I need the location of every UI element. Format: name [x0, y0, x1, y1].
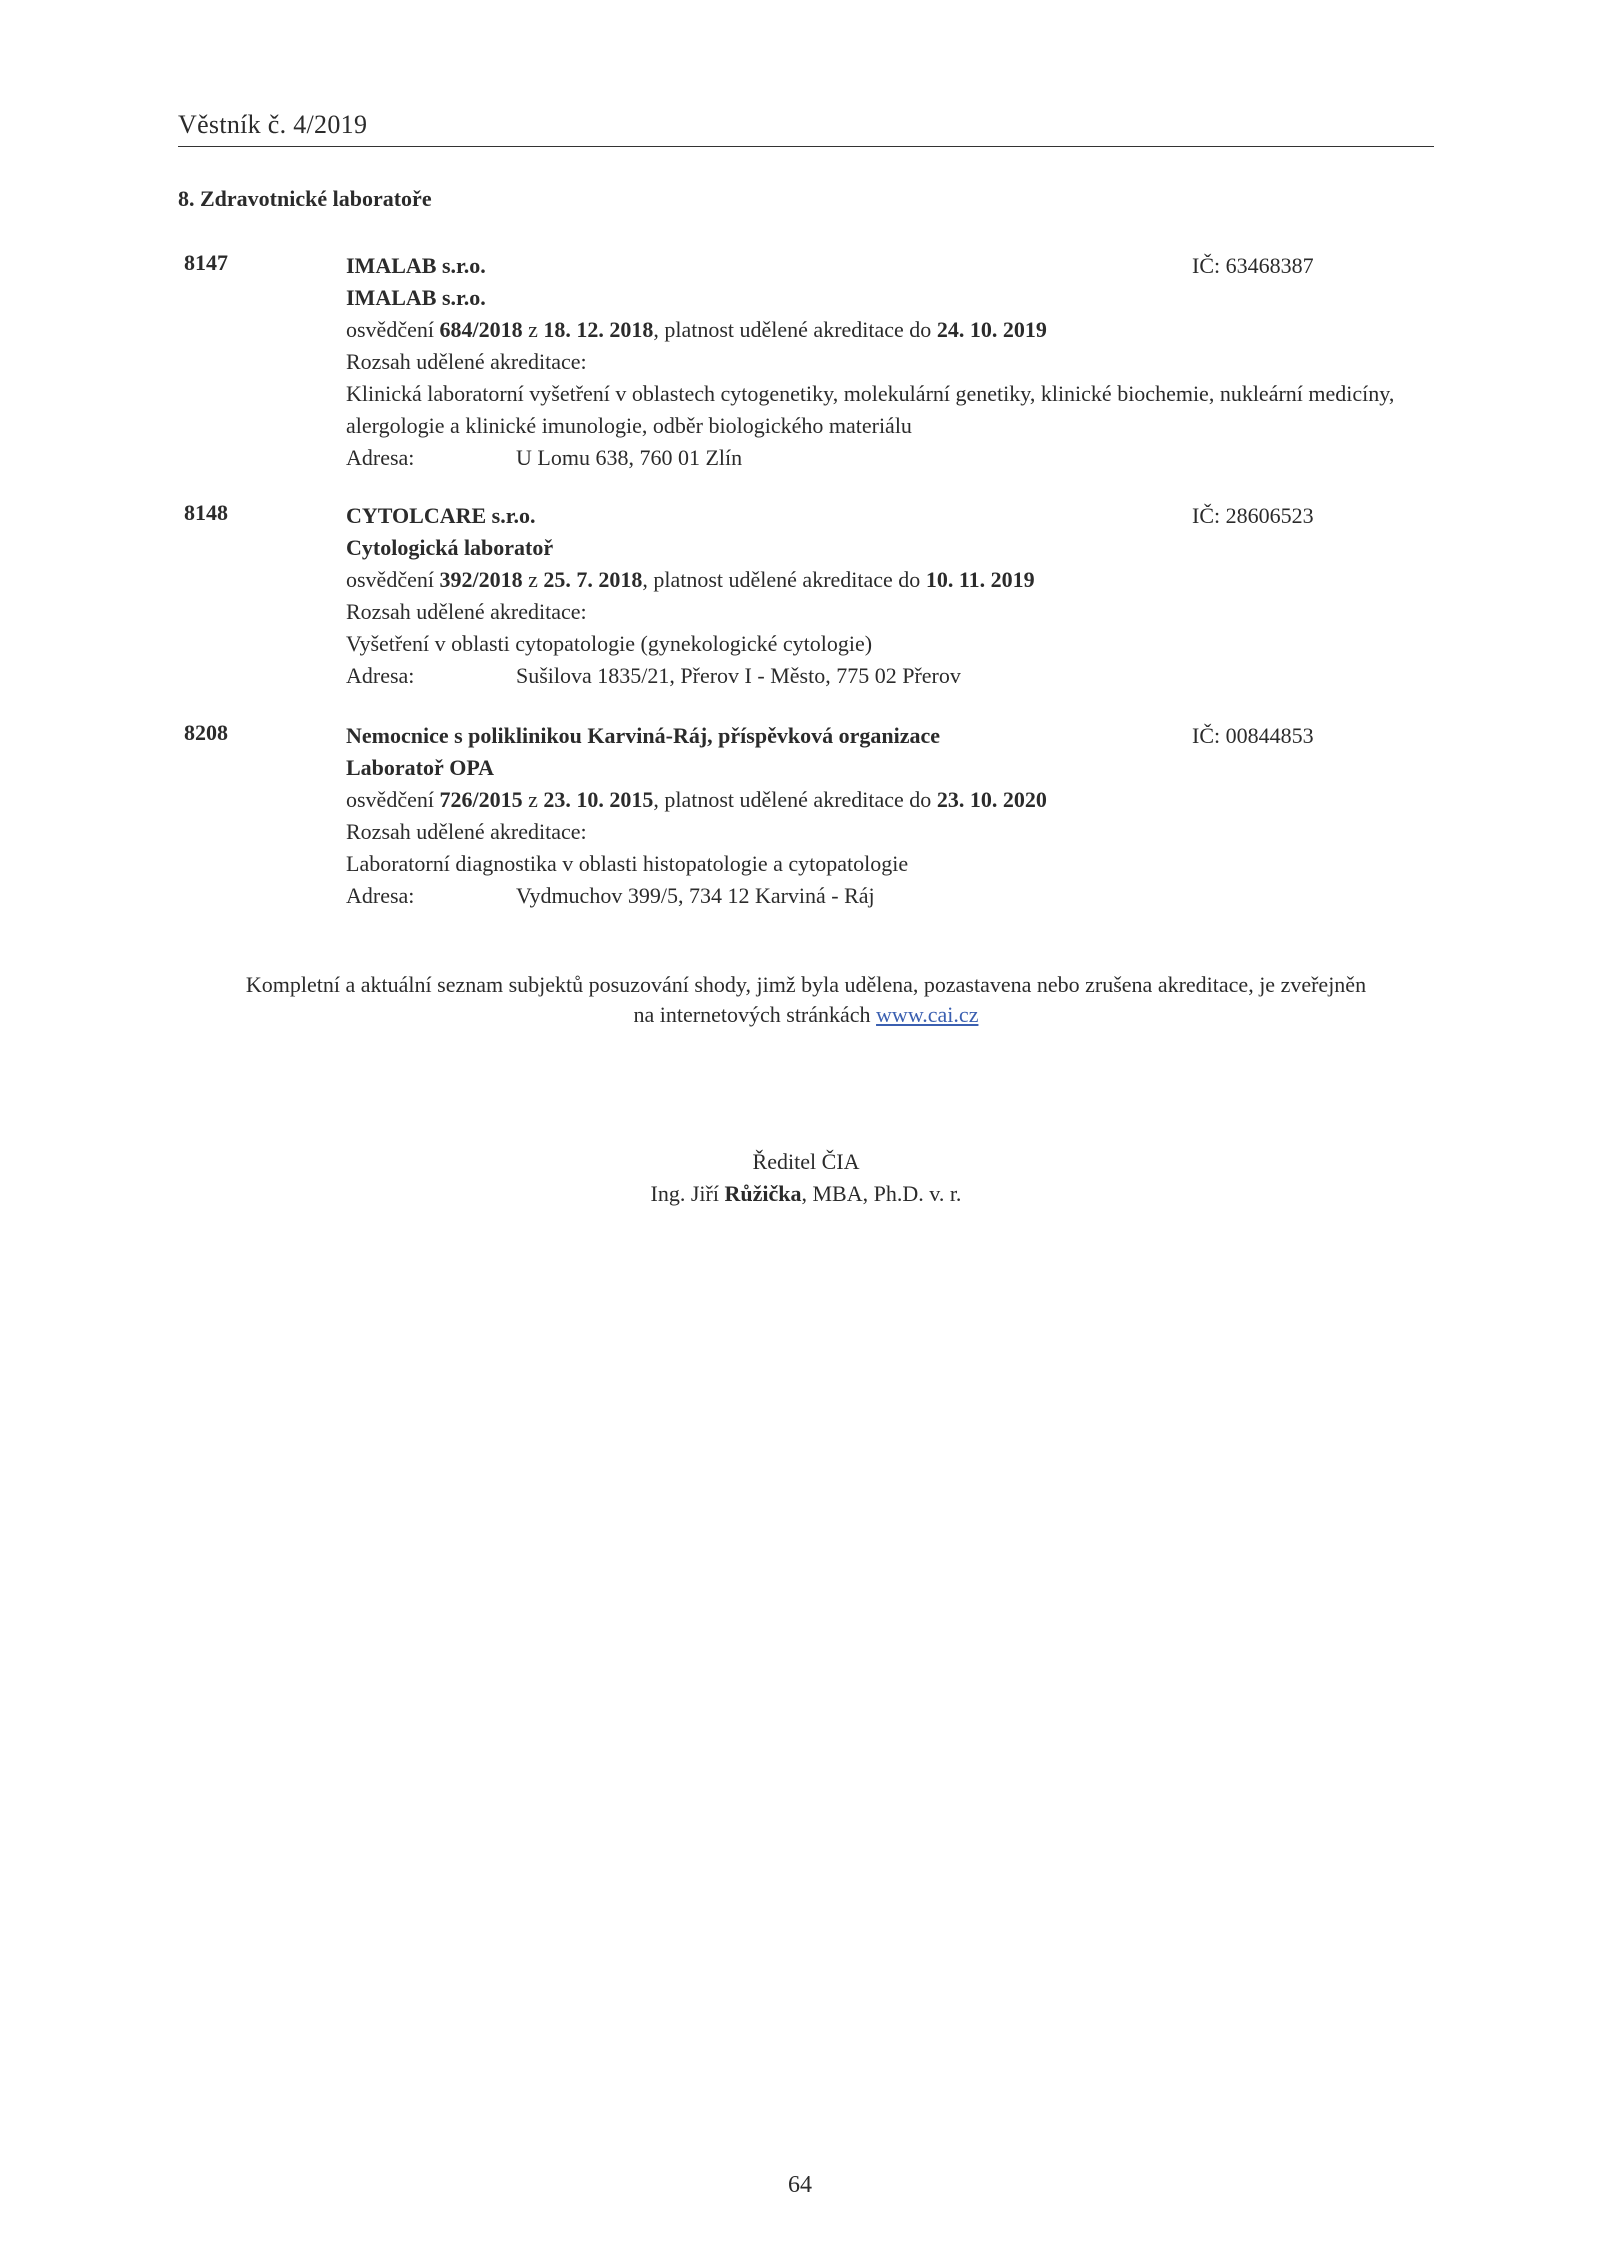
entry-ic: IČ: 63468387	[1192, 253, 1314, 278]
entry-scope-label: Rozsah udělené akreditace:	[346, 599, 587, 624]
cai-website-link[interactable]: www.cai.cz	[876, 1002, 979, 1027]
cert-number: 726/2015	[439, 787, 523, 812]
cert-date: 25. 7. 2018	[543, 567, 643, 592]
cert-z: z	[522, 567, 544, 592]
entry-name: IMALAB s.r.o.	[346, 253, 486, 278]
entry-subname: Cytologická laboratoř	[346, 535, 554, 560]
cert-number: 392/2018	[439, 567, 523, 592]
entry-scope-label: Rozsah udělené akreditace:	[346, 819, 587, 844]
entry-number: 8147	[184, 250, 228, 275]
signature-block	[178, 1146, 1434, 1210]
cert-prefix: osvědčení	[346, 317, 440, 342]
registry-note	[178, 970, 1434, 1030]
signature-name-suffix: , MBA, Ph.D. v. r.	[801, 1181, 962, 1206]
entry-address	[346, 880, 1436, 912]
entry-address	[346, 660, 1436, 692]
entry-certificate	[346, 564, 1436, 596]
header-divider	[178, 146, 1434, 147]
address-value: U Lomu 638, 760 01 Zlín	[516, 445, 743, 470]
entry-number: 8148	[184, 500, 228, 525]
entry-name: Nemocnice s poliklinikou Karviná-Ráj, příspěvková organizace	[346, 723, 940, 748]
cert-date: 23. 10. 2015	[543, 787, 654, 812]
entry-scope: Vyšetření v oblasti cytopatologie (gynekologické cytologie)	[346, 631, 873, 656]
cert-until: 10. 11. 2019	[925, 567, 1035, 592]
cert-until: 24. 10. 2019	[936, 317, 1047, 342]
cert-number: 684/2018	[439, 317, 523, 342]
signature-name	[178, 1178, 1434, 1210]
signature-name-prefix: Ing. Jiří	[650, 1181, 725, 1206]
signature-surname: Růžička	[724, 1181, 802, 1206]
cert-z: z	[522, 317, 544, 342]
address-value: Sušilova 1835/21, Přerov I - Město, 775 02 Přerov	[516, 663, 961, 688]
registry-note-line2	[178, 1000, 1434, 1030]
entry-subname: Laboratoř OPA	[346, 755, 495, 780]
address-value: Vydmuchov 399/5, 734 12 Karviná - Ráj	[516, 883, 875, 908]
entry-certificate	[346, 784, 1436, 816]
registry-note-line1: Kompletní a aktuální seznam subjektů posuzování shody, jimž byla udělena, pozastavena nebo zrušena akreditace, je zveřejněn	[245, 972, 1367, 997]
entry-subname: IMALAB s.r.o.	[346, 285, 486, 310]
cert-date: 18. 12. 2018	[543, 317, 654, 342]
entry-scope-label: Rozsah udělené akreditace:	[346, 349, 587, 374]
address-label: Adresa:	[346, 663, 415, 688]
registry-note-prefix: na internetových stránkách	[633, 1002, 877, 1027]
entry-body	[346, 500, 1436, 692]
entry-ic: IČ: 28606523	[1192, 503, 1314, 528]
entry-body	[346, 250, 1436, 474]
entry-scope: Laboratorní diagnostika v oblasti histopatologie a cytopatologie	[346, 851, 909, 876]
cert-prefix: osvědčení	[346, 567, 440, 592]
address-label: Adresa:	[346, 883, 415, 908]
entry-ic: IČ: 00844853	[1192, 723, 1314, 748]
address-label: Adresa:	[346, 445, 415, 470]
cert-until: 23. 10. 2020	[936, 787, 1047, 812]
entry-address	[346, 442, 1436, 474]
signature-role: Ředitel ČIA	[752, 1149, 860, 1174]
section-title: 8. Zdravotnické laboratoře	[178, 186, 432, 211]
entry-scope: Klinická laboratorní vyšetření v oblastech cytogenetiky, molekulární genetiky, klinické biochemie, nukleární medicíny, alergologie a klinické imunologie, odběr biologického materiálu	[346, 381, 1395, 438]
page-number: 64	[788, 2172, 812, 2198]
entry-number: 8208	[184, 720, 228, 745]
cert-validity: , platnost udělené akreditace do	[653, 787, 937, 812]
cert-z: z	[522, 787, 544, 812]
journal-header-title: Věstník č. 4/2019	[178, 110, 368, 139]
entry-body	[346, 720, 1436, 912]
entry-name: CYTOLCARE s.r.o.	[346, 503, 536, 528]
cert-prefix: osvědčení	[346, 787, 440, 812]
cert-validity: , platnost udělené akreditace do	[653, 317, 937, 342]
cert-validity: , platnost udělené akreditace do	[642, 567, 926, 592]
entry-certificate	[346, 314, 1436, 346]
